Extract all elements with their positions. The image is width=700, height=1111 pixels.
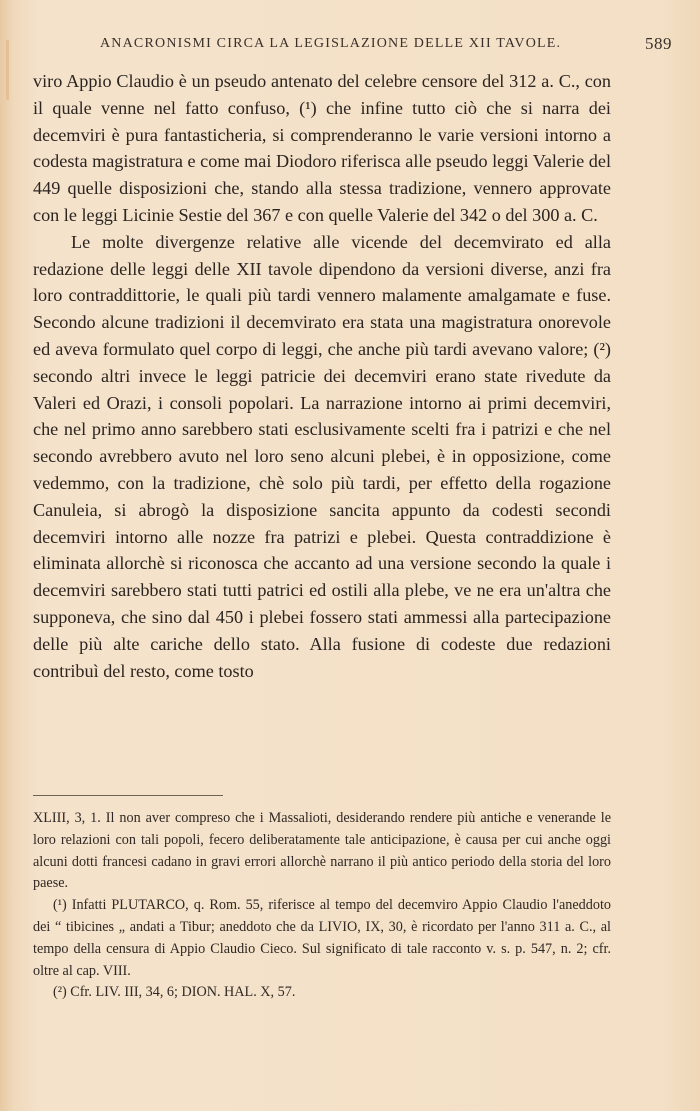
paragraph-decemvirato: Le molte divergenze relative alle vicende del decemvirato ed alla redazione delle leggi delle XII tavole dipendono da versioni diverse, anzi fra loro contraddittorie, le quali più tardi vennero malamente amalgamate e fuse. Secondo alcune tradizioni il decemvirato era stata una magistratura onorevole ed aveva formulato quel corpo di leggi, che anche più tardi avevano valore; (²) secondo altri invece le leggi patricie dei decemviri erano state rivedute da Valeri ed Orazi, i consoli popolari. La narrazione intorno ai primi decemviri, che nel primo anno sarebbero stati esclusivamente scelti fra i patrizi e che nel secondo avrebbero avuto nel loro seno alcuni plebei, è in opposizione, come vedemmo, con la tradizione, chè solo più tardi, per effetto della rogazione Canuleia, si abrogò la disposizione sancita appunto da codesti secondi decemviri intorno alle nozze fra patrizi e plebei. Questa contraddizione è eliminata allorchè si riconosca che accanto ad una versione secondo la quale i decemviri sarebbero stati tutti patrici ed ostili alla plebe, ve ne era un'altra che supponeva, che sino dal 450 i plebei fossero stati ammessi alla partecipazione delle più alte cariche dello stato. Alla fusione di codeste due redazioni contribuì del resto, come tosto [33, 231, 611, 681]
footnotes [33, 808, 611, 1004]
footnote-2: (²) Cfr. LIV. III, 34, 6; DION. HAL. X, 57. [53, 984, 296, 1001]
footnote-continued: XLIII, 3, 1. Il non aver compreso che i Massalioti, desiderando rendere più antiche e venerande le loro relazioni con tali popoli, fecero deliberatamente tale anticipazione, è causa per cui anche oggi alcuni dotti francesi cadano in gravi errori allorchè narrano il più antico periodo della storia del loro paese. [33, 810, 611, 892]
main-text [33, 68, 611, 684]
paragraph-continuation: viro Appio Claudio è un pseudo antenato del celebre censore del 312 a. C., con il quale venne nel fatto confuso, (¹) che infine tutto ciò che si narra dei decemviri è pura fantasticheria, si comprenderanno le varie versioni intorno a codesta magistratura e come mai Diodoro riferisca alle pseudo leggi Valerie del 449 quelle disposizioni che, stando alla stessa tradizione, vennero approvate con le leggi Licinie Sestie del 367 e con quelle Valerie del 342 o del 300 a. C. [33, 71, 611, 225]
footnote-1: (¹) Infatti PLUTARCO, q. Rom. 55, riferisce al tempo del decemviro Appio Claudio l'aneddoto dei “ tibicines „ andati a Tibur; aneddoto che da LIVIO, IX, 30, è ricordato per l'anno 311 a. C., al tempo della censura di Appio Claudio Cieco. Sul significato di tale racconto v. s. p. 547, n. 2; cfr. oltre al cap. VIII. [33, 897, 611, 979]
page-number: 589 [645, 34, 672, 53]
footnote-separator [33, 795, 223, 796]
running-header [100, 34, 672, 56]
running-header-title: ANACRONISMI CIRCA LA LEGISLAZIONE DELLE XII TAVOLE. [100, 36, 562, 51]
page-edge-mark [6, 40, 9, 100]
